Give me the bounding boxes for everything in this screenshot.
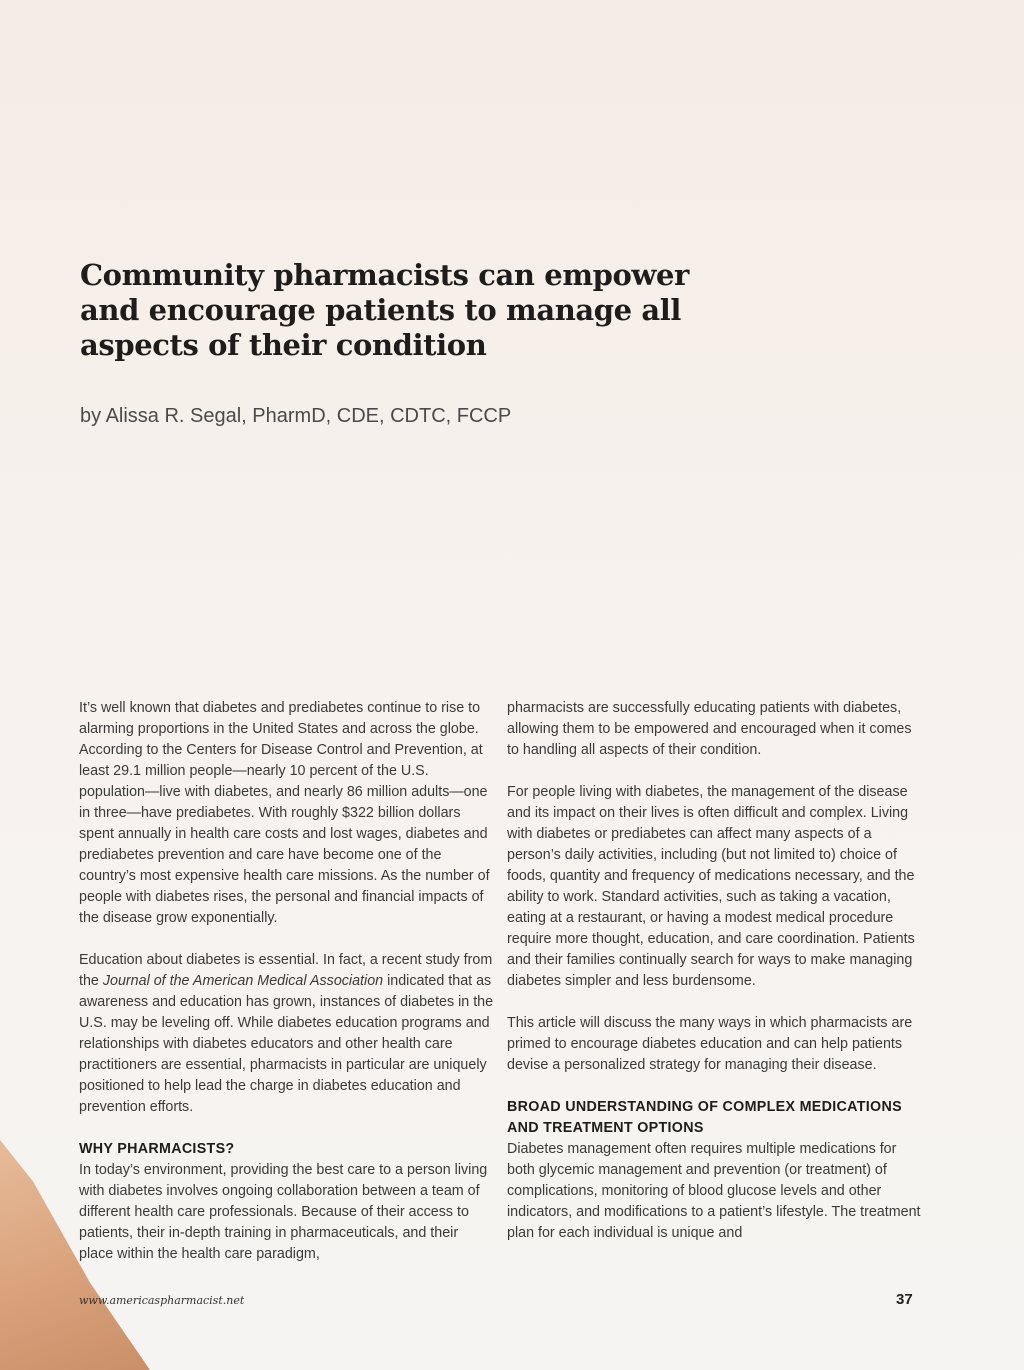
paragraph: This article will discuss the many ways in which pharmacists are primed to encourage diabetes education and can help patients devise a personalized strategy for managing their disease. xyxy=(507,1015,913,1073)
article-column-right xyxy=(507,698,922,1244)
page-number: 37 xyxy=(896,1291,913,1308)
paragraph-text: Education about diabetes is essential. In fact, a recent study from the xyxy=(79,952,493,989)
paragraph: In today’s environment, providing the best care to a person living with diabetes involves ongoing collaboration between a team of different health care professionals. Because of their access to patients, their in-depth training in pharmaceuticals, and their place within the health care paradigm, xyxy=(79,1162,488,1262)
paragraph: pharmacists are successfully educating patients with diabetes, allowing them to be empowered and encouraged when it comes to handling all aspects of their condition. xyxy=(507,700,912,758)
paragraph: It’s well known that diabetes and prediabetes continue to rise to alarming proportions in the United States and across the globe. According to the Centers for Disease Control and Prevention, at least 29.1 million people—nearly 10 percent of the U.S. population—live with diabetes, and nearly 86 million adults—one in three—have prediabetes. With roughly $322 billion dollars spent annually in health care costs and lost wages, diabetes and prediabetes prevention and care have become one of the country’s most expensive health care missions. As the number of people with diabetes rises, the personal and financial impacts of the disease grow exponentially. xyxy=(79,700,490,926)
paragraph-text: indicated that as awareness and education has grown, instances of diabetes in the U.S. may be leveling off. While diabetes education programs and relationships with diabetes educators and other health care practitioners are essential, pharmacists in particular are uniquely positioned to help lead the charge in diabetes education and prevention efforts. xyxy=(79,973,494,1115)
paragraph: Diabetes management often requires multiple medications for both glycemic management and prevention (or treatment) of complications, monitoring of blood glucose levels and other indicators, and modifications to a patient’s lifestyle. The treatment plan for each individual is unique and xyxy=(507,1141,921,1241)
article-byline: by Alissa R. Segal, PharmD, CDE, CDTC, FCCP xyxy=(80,405,512,427)
section-heading: WHY PHARMACISTS? xyxy=(79,1141,235,1157)
paragraph xyxy=(79,950,494,1118)
section-heading: BROAD UNDERSTANDING OF COMPLEX MEDICATIONS AND TREATMENT OPTIONS xyxy=(507,1099,902,1136)
journal-title: Journal of the American Medical Association xyxy=(102,973,384,989)
paragraph: For people living with diabetes, the management of the disease and its impact on their lives is often difficult and complex. Living with diabetes or prediabetes can affect many aspects of a person’s daily activities, including (but not limited to) choice of foods, quantity and frequency of medications necessary, and the ability to work. Standard activities, such as taking a vacation, eating at a restaurant, or having a modest medical procedure require more thought, education, and care coordination. Patients and their families continually search for ways to make managing diabetes simpler and less burdensome. xyxy=(507,784,915,989)
article-column-left xyxy=(79,698,494,1265)
footer-url: www.americaspharmacist.net xyxy=(79,1294,245,1307)
article-headline: Community pharmacists can empower and encourage patients to manage all aspects of their condition xyxy=(80,258,689,362)
